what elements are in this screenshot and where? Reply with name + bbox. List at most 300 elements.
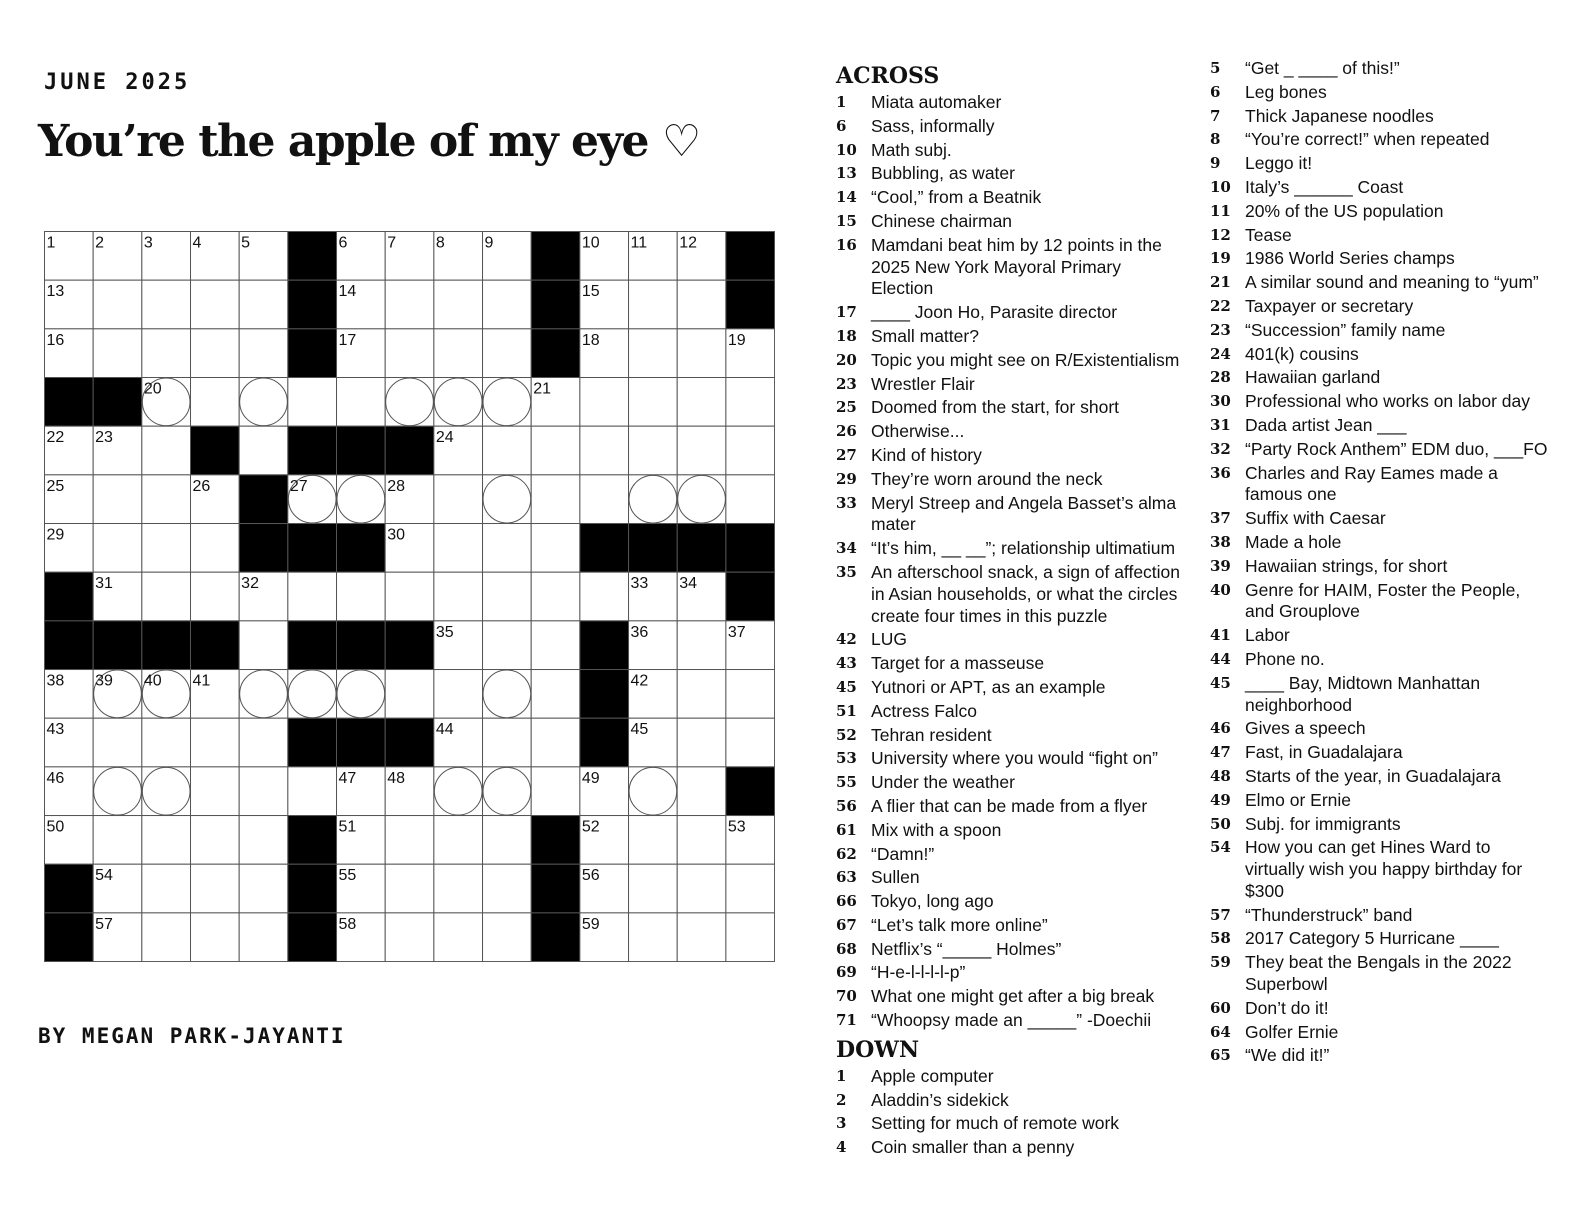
cell-number: 58 <box>338 915 357 933</box>
down-clue-49[interactable] <box>1210 790 1550 812</box>
clue-text: Otherwise... <box>871 421 965 442</box>
black-square <box>337 718 386 767</box>
grid-cell[interactable] <box>483 816 532 865</box>
down-clue-22[interactable] <box>1210 296 1550 318</box>
grid-cell[interactable] <box>385 864 434 913</box>
grid-cell[interactable] <box>142 572 191 621</box>
grid-cell[interactable] <box>434 864 483 913</box>
grid-cell[interactable] <box>93 718 142 767</box>
clue-text: Leg bones <box>1245 81 1327 102</box>
across-clue-68[interactable] <box>836 939 1188 961</box>
cell-number: 37 <box>727 623 746 641</box>
across-clue-14[interactable] <box>836 187 1188 209</box>
grid-cell[interactable] <box>677 426 726 475</box>
grid-cell[interactable] <box>629 378 678 427</box>
clue-text: Tease <box>1245 224 1292 245</box>
grid-cell[interactable] <box>191 864 240 913</box>
clue-number: 24 <box>1210 344 1231 363</box>
clue-number: 66 <box>836 892 857 911</box>
down-clue-41[interactable] <box>1210 625 1550 647</box>
clue-number: 61 <box>836 820 857 839</box>
down-clue-28[interactable] <box>1210 367 1550 389</box>
clue-text: Kind of history <box>871 444 982 465</box>
grid-cell[interactable] <box>434 913 483 962</box>
grid-cell[interactable] <box>239 913 288 962</box>
grid-cell[interactable] <box>434 572 483 621</box>
across-clue-15[interactable] <box>836 211 1188 233</box>
clue-text: They’re worn around the neck <box>871 468 1103 489</box>
grid-cell[interactable] <box>288 378 337 427</box>
black-square <box>531 816 580 865</box>
black-square <box>288 280 337 329</box>
clue-number: 17 <box>836 303 857 322</box>
clue-text: Meryl Streep and Angela Basset’s alma mater <box>871 492 1177 535</box>
down-clue-65[interactable] <box>1210 1045 1550 1067</box>
clue-number: 56 <box>836 796 857 815</box>
across-clue-67[interactable] <box>836 915 1188 937</box>
clue-text: Aladdin’s sidekick <box>871 1089 1009 1110</box>
clue-number: 29 <box>836 469 857 488</box>
down-clue-21[interactable] <box>1210 272 1550 294</box>
grid-cell[interactable] <box>191 572 240 621</box>
grid-cell[interactable] <box>191 280 240 329</box>
clue-text: Math subj. <box>871 139 952 160</box>
clue-number: 54 <box>1210 838 1231 857</box>
grid-cell[interactable] <box>434 329 483 378</box>
grid-cell[interactable] <box>142 718 191 767</box>
clue-text: Tokyo, long ago <box>871 891 994 912</box>
across-clue-43[interactable] <box>836 653 1188 675</box>
clue-text: ____ Bay, Midtown Manhattan neighborhood <box>1245 672 1481 715</box>
clue-number: 15 <box>836 211 857 230</box>
grid-cell[interactable] <box>239 816 288 865</box>
down-clue-37[interactable] <box>1210 508 1550 530</box>
grid-cell[interactable] <box>385 329 434 378</box>
grid-cell[interactable] <box>93 475 142 524</box>
cell-number: 19 <box>727 331 746 349</box>
clue-number: 19 <box>1210 249 1231 268</box>
down-clue-64[interactable] <box>1210 1022 1550 1044</box>
clue-number: 55 <box>836 773 857 792</box>
clues-column-1 <box>836 58 1188 1161</box>
black-square <box>726 572 775 621</box>
grid-cell[interactable] <box>142 475 191 524</box>
clue-text: Under the weather <box>871 772 1015 793</box>
across-clue-53[interactable] <box>836 748 1188 770</box>
grid-cell[interactable] <box>385 913 434 962</box>
crossword-grid[interactable] <box>44 231 774 961</box>
down-clue-8[interactable] <box>1210 129 1550 151</box>
grid-cell[interactable] <box>483 329 532 378</box>
down-clue-30[interactable] <box>1210 391 1550 413</box>
clue-number: 32 <box>1210 439 1231 458</box>
grid-cell[interactable] <box>191 767 240 816</box>
down-clue-50[interactable] <box>1210 814 1550 836</box>
grid-cell[interactable] <box>142 280 191 329</box>
grid-cell[interactable] <box>142 913 191 962</box>
cell-number: 34 <box>679 575 698 593</box>
grid-cell[interactable] <box>337 378 386 427</box>
grid-cell[interactable] <box>239 621 288 670</box>
down-clue-36[interactable] <box>1210 463 1550 507</box>
clue-number: 8 <box>1210 130 1221 149</box>
down-clue-4[interactable] <box>836 1137 1188 1159</box>
down-clue-19[interactable] <box>1210 248 1550 270</box>
down-clue-46[interactable] <box>1210 718 1550 740</box>
grid-cell[interactable] <box>191 816 240 865</box>
clue-number: 28 <box>1210 368 1231 387</box>
grid-cell[interactable] <box>483 572 532 621</box>
cell-number: 12 <box>679 234 698 252</box>
across-clue-17[interactable] <box>836 302 1188 324</box>
grid-cell[interactable] <box>483 621 532 670</box>
grid-cell[interactable] <box>629 816 678 865</box>
clue-number: 9 <box>1210 154 1221 173</box>
grid-cell[interactable] <box>531 670 580 719</box>
crossword-svg <box>44 231 775 962</box>
grid-cell[interactable] <box>483 864 532 913</box>
down-clue-11[interactable] <box>1210 201 1550 223</box>
grid-cell[interactable] <box>239 864 288 913</box>
across-clue-29[interactable] <box>836 469 1188 491</box>
clue-text: They beat the Bengals in the 2022 Superbowl <box>1245 952 1512 995</box>
grid-cell[interactable] <box>93 816 142 865</box>
grid-cell[interactable] <box>93 280 142 329</box>
across-clue-35[interactable] <box>836 562 1188 627</box>
clue-text: Suffix with Caesar <box>1245 508 1386 529</box>
clue-number: 1 <box>836 1066 847 1085</box>
across-clue-70[interactable] <box>836 986 1188 1008</box>
grid-cell[interactable] <box>726 670 775 719</box>
grid-cell[interactable] <box>434 816 483 865</box>
grid-cell[interactable] <box>726 426 775 475</box>
down-clue-45[interactable] <box>1210 673 1550 717</box>
clue-number: 35 <box>836 562 857 581</box>
black-square <box>531 329 580 378</box>
down-clue-39[interactable] <box>1210 556 1550 578</box>
across-clue-20[interactable] <box>836 350 1188 372</box>
grid-cell[interactable] <box>677 378 726 427</box>
cell-number: 42 <box>630 672 649 690</box>
clue-number: 71 <box>836 1011 857 1030</box>
cell-number: 33 <box>630 575 649 593</box>
cell-number: 3 <box>143 234 153 252</box>
grid-cell[interactable] <box>191 329 240 378</box>
clue-number: 23 <box>836 374 857 393</box>
clue-number: 5 <box>1210 59 1221 77</box>
black-square <box>45 913 94 962</box>
grid-cell[interactable] <box>531 767 580 816</box>
down-clue-54[interactable] <box>1210 837 1550 902</box>
grid-cell[interactable] <box>385 816 434 865</box>
grid-cell[interactable] <box>580 475 629 524</box>
grid-cell[interactable] <box>677 670 726 719</box>
clue-text: Doomed from the start, for short <box>871 397 1120 418</box>
down-clue-32[interactable] <box>1210 439 1550 461</box>
grid-cell[interactable] <box>726 378 775 427</box>
black-square <box>288 621 337 670</box>
across-clue-71[interactable] <box>836 1010 1188 1032</box>
clue-number: 43 <box>836 654 857 673</box>
clue-text: Target for a masseuse <box>871 653 1045 674</box>
grid-cell[interactable] <box>191 378 240 427</box>
clues-column-2 <box>1210 58 1550 1069</box>
grid-cell[interactable] <box>677 718 726 767</box>
grid-cell[interactable] <box>726 475 775 524</box>
down-clue-58[interactable] <box>1210 928 1550 950</box>
grid-cell[interactable] <box>629 329 678 378</box>
grid-cell[interactable] <box>483 718 532 767</box>
grid-cell[interactable] <box>580 378 629 427</box>
across-clue-27[interactable] <box>836 445 1188 467</box>
down-clue-2[interactable] <box>836 1090 1188 1112</box>
clue-text: “You’re correct!” when repeated <box>1245 129 1490 150</box>
black-square <box>191 621 240 670</box>
black-square <box>531 280 580 329</box>
clue-number: 37 <box>1210 509 1231 528</box>
down-clue-23[interactable] <box>1210 320 1550 342</box>
grid-cell[interactable] <box>142 524 191 573</box>
grid-cell[interactable] <box>337 572 386 621</box>
black-square <box>45 864 94 913</box>
clue-text: “Whoopsy made an _____” -Doechii <box>871 1010 1152 1031</box>
grid-cell[interactable] <box>629 864 678 913</box>
grid-cell[interactable] <box>142 864 191 913</box>
down-clue-31[interactable] <box>1210 415 1550 437</box>
cell-number: 54 <box>95 867 113 885</box>
across-clue-34[interactable] <box>836 538 1188 560</box>
clue-number: 16 <box>836 235 857 254</box>
grid-cell[interactable] <box>434 524 483 573</box>
clue-text: Mix with a spoon <box>871 819 1002 840</box>
grid-cell[interactable] <box>726 864 775 913</box>
grid-cell[interactable] <box>677 767 726 816</box>
grid-cell[interactable] <box>191 524 240 573</box>
across-clue-66[interactable] <box>836 891 1188 913</box>
across-clue-23[interactable] <box>836 374 1188 396</box>
grid-cell[interactable] <box>531 426 580 475</box>
grid-cell[interactable] <box>385 670 434 719</box>
clue-text: Subj. for immigrants <box>1245 813 1401 834</box>
grid-cell[interactable] <box>531 475 580 524</box>
down-clue-44[interactable] <box>1210 649 1550 671</box>
across-clue-16[interactable] <box>836 235 1188 300</box>
across-clue-42[interactable] <box>836 629 1188 651</box>
grid-cell[interactable] <box>531 718 580 767</box>
grid-cell[interactable] <box>239 280 288 329</box>
grid-cell[interactable] <box>239 718 288 767</box>
clue-number: 4 <box>836 1138 847 1157</box>
down-clue-47[interactable] <box>1210 742 1550 764</box>
across-clue-45[interactable] <box>836 677 1188 699</box>
grid-cell[interactable] <box>385 572 434 621</box>
black-square <box>288 913 337 962</box>
down-clue-60[interactable] <box>1210 998 1550 1020</box>
grid-cell[interactable] <box>483 913 532 962</box>
black-square <box>726 280 775 329</box>
down-clue-57[interactable] <box>1210 905 1550 927</box>
grid-cell[interactable] <box>629 426 678 475</box>
grid-cell[interactable] <box>93 329 142 378</box>
cell-number: 39 <box>95 672 113 690</box>
across-clue-55[interactable] <box>836 772 1188 794</box>
grid-cell[interactable] <box>434 475 483 524</box>
clue-number: 67 <box>836 915 857 934</box>
clue-text: “Party Rock Anthem” EDM duo, ___FO <box>1245 438 1548 459</box>
clue-text: 1986 World Series champs <box>1245 248 1455 269</box>
across-clue-1[interactable] <box>836 92 1188 114</box>
across-clue-51[interactable] <box>836 701 1188 723</box>
grid-cell[interactable] <box>629 913 678 962</box>
grid-cell[interactable] <box>142 816 191 865</box>
cell-number: 29 <box>46 526 65 544</box>
grid-cell[interactable] <box>677 913 726 962</box>
clue-text: Coin smaller than a penny <box>871 1137 1075 1158</box>
black-square <box>385 426 434 475</box>
black-square <box>45 572 94 621</box>
grid-cell[interactable] <box>434 280 483 329</box>
grid-cell[interactable] <box>483 426 532 475</box>
grid-cell[interactable] <box>483 524 532 573</box>
down-clue-6[interactable] <box>1210 82 1550 104</box>
down-clue-list <box>836 1066 1188 1159</box>
down-clue-10[interactable] <box>1210 177 1550 199</box>
grid-cell[interactable] <box>629 280 678 329</box>
grid-cell[interactable] <box>239 329 288 378</box>
clue-number: 33 <box>836 493 857 512</box>
across-clue-56[interactable] <box>836 796 1188 818</box>
clue-number: 68 <box>836 939 857 958</box>
cell-number: 22 <box>46 429 65 447</box>
cell-number: 31 <box>95 575 113 593</box>
down-clue-12[interactable] <box>1210 225 1550 247</box>
clue-number: 30 <box>1210 392 1231 411</box>
black-square <box>580 621 629 670</box>
grid-cell[interactable] <box>239 767 288 816</box>
down-clue-38[interactable] <box>1210 532 1550 554</box>
across-clue-63[interactable] <box>836 867 1188 889</box>
grid-cell[interactable] <box>531 621 580 670</box>
grid-cell[interactable] <box>531 524 580 573</box>
clue-number: 52 <box>836 725 857 744</box>
cell-number: 23 <box>95 429 113 447</box>
clue-text: Taxpayer or secretary <box>1245 295 1414 316</box>
cell-number: 51 <box>338 818 357 836</box>
down-clue-48[interactable] <box>1210 766 1550 788</box>
cell-number: 55 <box>338 867 357 885</box>
grid-cell[interactable] <box>142 426 191 475</box>
clue-text: LUG <box>871 629 907 650</box>
clue-number: 36 <box>1210 463 1231 482</box>
clue-number: 64 <box>1210 1022 1231 1041</box>
clue-text: Professional who works on labor day <box>1245 391 1531 412</box>
clue-number: 44 <box>1210 649 1231 668</box>
cell-number: 36 <box>630 623 649 641</box>
cell-number: 9 <box>484 234 494 252</box>
down-clue-9[interactable] <box>1210 153 1550 175</box>
down-clue-40[interactable] <box>1210 580 1550 624</box>
grid-cell[interactable] <box>677 621 726 670</box>
down-clue-3[interactable] <box>836 1113 1188 1135</box>
grid-cell[interactable] <box>677 864 726 913</box>
across-clue-25[interactable] <box>836 397 1188 419</box>
grid-cell[interactable] <box>677 280 726 329</box>
cell-number: 20 <box>143 380 162 398</box>
down-clue-24[interactable] <box>1210 344 1550 366</box>
black-square <box>288 426 337 475</box>
across-clue-62[interactable] <box>836 844 1188 866</box>
clue-text: Hawaiian strings, for short <box>1245 555 1448 576</box>
cell-number: 45 <box>630 721 649 739</box>
puzzle-byline: BY MEGAN PARK-JAYANTI <box>38 1024 346 1048</box>
grid-cell[interactable] <box>239 426 288 475</box>
black-square <box>93 621 142 670</box>
grid-cell[interactable] <box>191 718 240 767</box>
across-clue-10[interactable] <box>836 140 1188 162</box>
grid-cell[interactable] <box>677 329 726 378</box>
grid-cell[interactable] <box>483 280 532 329</box>
clue-text: Chinese chairman <box>871 210 1013 231</box>
cell-number: 48 <box>387 769 405 787</box>
across-clue-33[interactable] <box>836 493 1188 537</box>
grid-cell[interactable] <box>288 767 337 816</box>
cell-number: 8 <box>435 234 445 252</box>
black-square <box>142 621 191 670</box>
grid-cell[interactable] <box>385 280 434 329</box>
across-clue-61[interactable] <box>836 820 1188 842</box>
grid-cell[interactable] <box>93 524 142 573</box>
down-clue-5[interactable] <box>1210 58 1550 80</box>
black-square <box>677 524 726 573</box>
clue-number: 21 <box>1210 273 1231 292</box>
grid-cell[interactable] <box>580 572 629 621</box>
down-clue-1[interactable] <box>836 1066 1188 1088</box>
clue-number: 6 <box>836 116 847 135</box>
cell-number: 56 <box>581 867 600 885</box>
clue-number: 48 <box>1210 766 1231 785</box>
down-clue-7[interactable] <box>1210 106 1550 128</box>
grid-cell[interactable] <box>726 913 775 962</box>
clue-text: Mamdani beat him by 12 points in the 2025 New York Mayoral Primary Election <box>871 234 1162 299</box>
across-clue-18[interactable] <box>836 326 1188 348</box>
clue-number: 69 <box>836 963 857 982</box>
cell-number: 44 <box>435 721 454 739</box>
grid-cell[interactable] <box>288 572 337 621</box>
grid-cell[interactable] <box>726 718 775 767</box>
black-square <box>580 718 629 767</box>
across-clue-69[interactable] <box>836 962 1188 984</box>
across-clue-26[interactable] <box>836 421 1188 443</box>
cell-number: 28 <box>387 477 405 495</box>
black-square <box>531 864 580 913</box>
grid-cell[interactable] <box>191 913 240 962</box>
grid-cell[interactable] <box>531 572 580 621</box>
black-square <box>191 426 240 475</box>
across-clue-52[interactable] <box>836 725 1188 747</box>
black-square <box>385 718 434 767</box>
grid-cell[interactable] <box>434 670 483 719</box>
clue-number: 38 <box>1210 532 1231 551</box>
grid-cell[interactable] <box>580 426 629 475</box>
grid-cell[interactable] <box>677 816 726 865</box>
across-clue-6[interactable] <box>836 116 1188 138</box>
clue-text: 401(k) cousins <box>1245 343 1359 364</box>
clue-number: 10 <box>836 140 857 159</box>
down-clue-59[interactable] <box>1210 952 1550 996</box>
grid-cell[interactable] <box>142 329 191 378</box>
clue-number: 46 <box>1210 719 1231 738</box>
across-clue-13[interactable] <box>836 163 1188 185</box>
